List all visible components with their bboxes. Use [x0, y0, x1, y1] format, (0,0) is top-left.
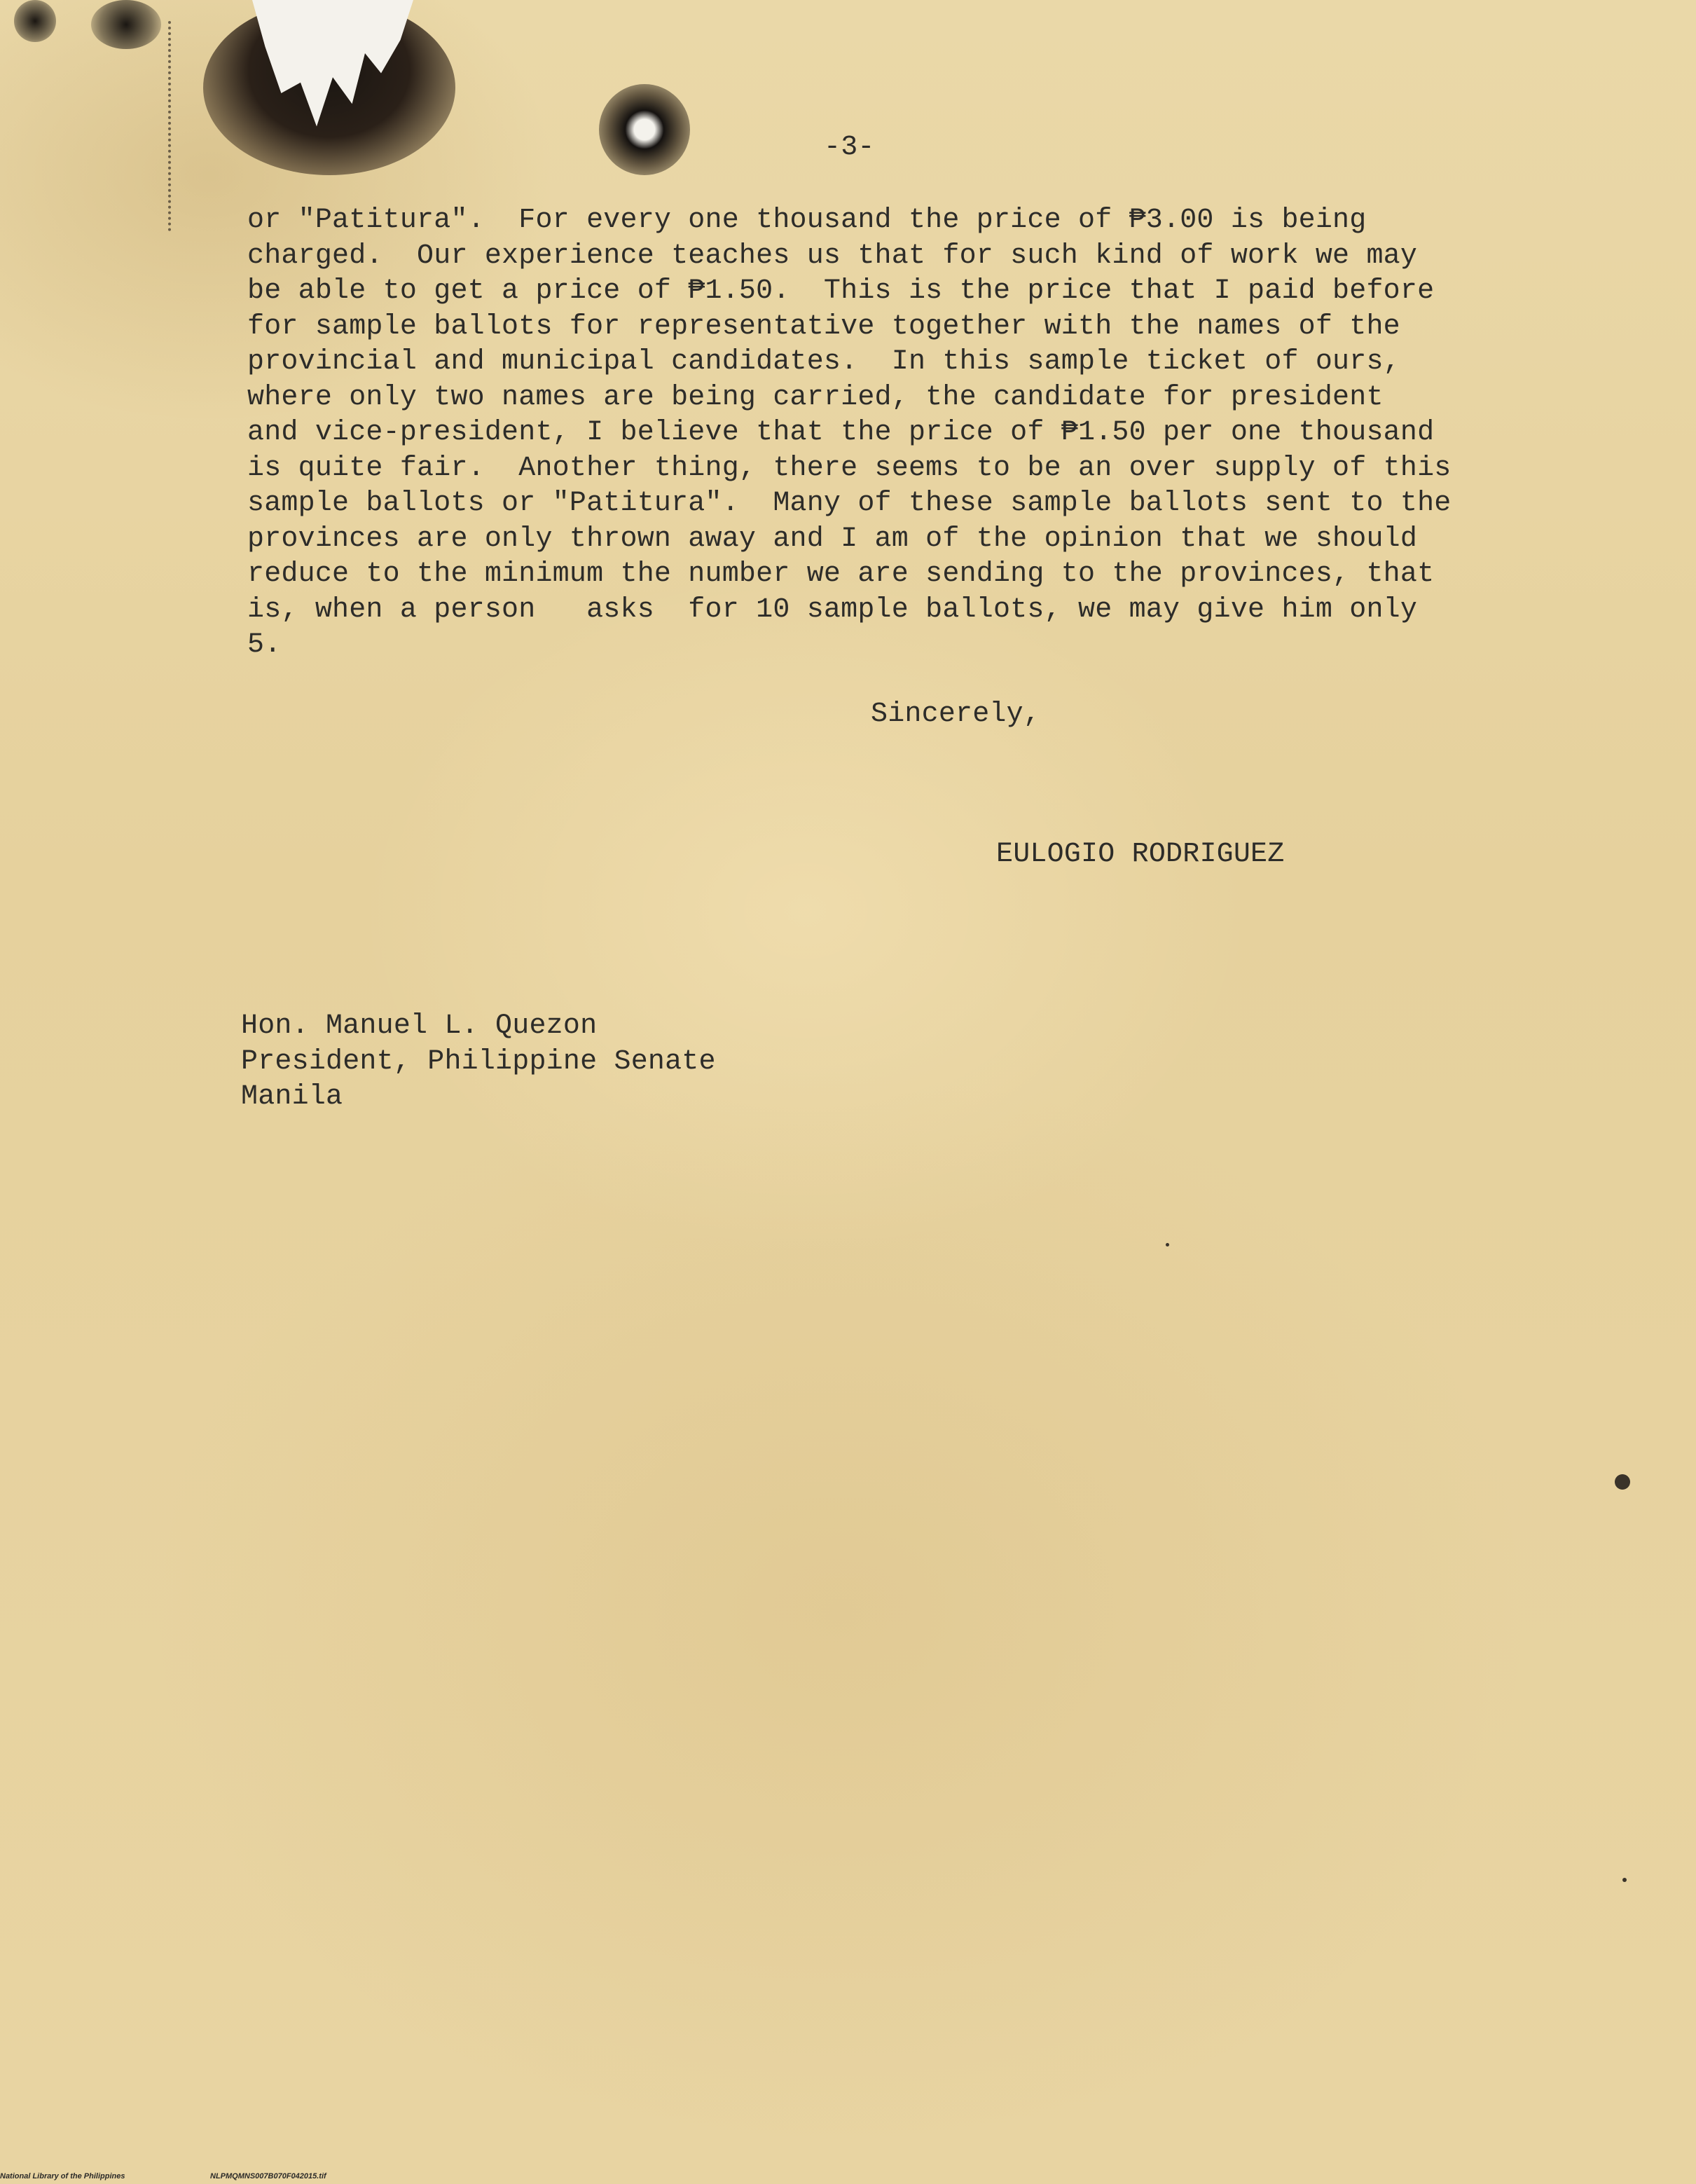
footer-library: National Library of the Philippines	[0, 2172, 125, 2180]
body-line: reduce to the minimum the number we are sending to the provinces, that	[247, 558, 1435, 590]
addressee-block	[241, 1009, 716, 1115]
footer-file-id: NLPMQMNS007B070F042015.tif	[210, 2172, 326, 2180]
burn-spot	[91, 0, 161, 49]
closing-salutation: Sincerely,	[871, 699, 1041, 730]
burn-spot	[14, 0, 56, 42]
addressee-line: Hon. Manuel L. Quezon	[241, 1010, 598, 1042]
addressee-line: Manila	[241, 1081, 343, 1113]
body-line: charged. Our experience teaches us that for such kind of work we may	[247, 240, 1418, 272]
ink-speck	[1615, 1474, 1630, 1490]
margin-mark	[168, 21, 174, 231]
body-line: and vice-president, I believe that the price of ₱1.50 per one thousand	[247, 417, 1435, 448]
body-line: 5.	[247, 629, 282, 661]
body-line: provincial and municipal candidates. In this sample ticket of ours,	[247, 346, 1400, 378]
body-line: is, when a person asks for 10 sample ballots, we may give him only	[247, 593, 1418, 626]
body-line: sample ballots or "Patitura". Many of these sample ballots sent to the	[247, 488, 1452, 519]
body-line: where only two names are being carried, the candidate for president	[247, 381, 1384, 413]
body-line: provinces are only thrown away and I am of the opinion that we should	[247, 523, 1418, 555]
letter-body	[247, 203, 1451, 664]
ink-speck	[1622, 1878, 1627, 1882]
ink-speck	[1166, 1243, 1169, 1246]
body-line: for sample ballots for representative together with the names of the	[247, 310, 1400, 343]
body-line: be able to get a price of ₱1.50. This is the price that I paid before	[247, 275, 1435, 307]
body-line: or "Patitura". For every one thousand the price of ₱3.00 is being	[247, 205, 1367, 236]
burn-hole-small	[599, 84, 690, 175]
body-line: is quite fair. Another thing, there seems to be an over supply of this	[247, 452, 1452, 484]
page-number: -3-	[824, 132, 875, 163]
addressee-line: President, Philippine Senate	[241, 1045, 716, 1078]
signer-name: EULOGIO RODRIGUEZ	[996, 839, 1285, 870]
